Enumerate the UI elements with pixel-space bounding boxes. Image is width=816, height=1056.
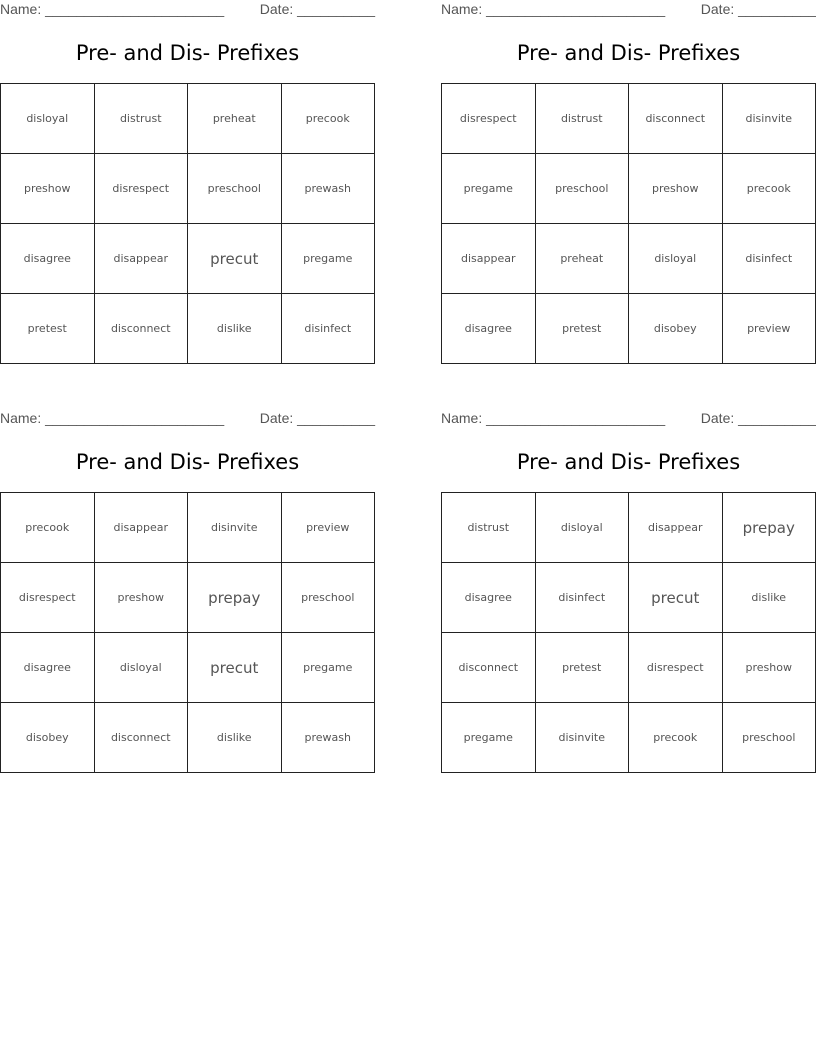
grid-cell: disconnect <box>442 633 536 703</box>
grid-cell: disinfect <box>535 563 629 633</box>
grid-cell: pregame <box>442 154 536 224</box>
grid-row <box>1 154 375 224</box>
grid-cell: disappear <box>94 224 188 294</box>
grid-cell: precut <box>629 563 723 633</box>
grid-cell: disagree <box>442 563 536 633</box>
grid-cell: precook <box>629 703 723 773</box>
grid-cell: prewash <box>281 703 375 773</box>
grid-cell: disinfect <box>281 294 375 364</box>
grid-cell: disagree <box>442 294 536 364</box>
grid-cell: disobey <box>1 703 95 773</box>
grid-cell: disconnect <box>94 294 188 364</box>
grid-row <box>1 563 375 633</box>
grid-cell: precook <box>722 154 816 224</box>
grid-cell: preview <box>722 294 816 364</box>
card-header <box>0 410 375 430</box>
grid-cell: pregame <box>442 703 536 773</box>
grid-cell: disconnect <box>629 84 723 154</box>
grid-cell: disloyal <box>535 493 629 563</box>
grid-row <box>442 224 816 294</box>
grid-cell: prepay <box>722 493 816 563</box>
grid-cell: preschool <box>281 563 375 633</box>
grid-cell: preshow <box>629 154 723 224</box>
card-title: Pre- and Dis- Prefixes <box>75 41 300 65</box>
date-field-label: Date: __________ <box>259 410 375 426</box>
grid-cell: precut <box>188 633 282 703</box>
grid-cell: prewash <box>281 154 375 224</box>
grid-cell: preheat <box>535 224 629 294</box>
grid-cell: disloyal <box>1 84 95 154</box>
grid-row <box>442 154 816 224</box>
grid-cell: disrespect <box>629 633 723 703</box>
card-header <box>0 1 375 21</box>
grid-row <box>442 703 816 773</box>
grid-cell: disobey <box>629 294 723 364</box>
grid-cell: preview <box>281 493 375 563</box>
grid-cell: disappear <box>442 224 536 294</box>
grid-cell: preheat <box>188 84 282 154</box>
word-grid <box>0 83 375 364</box>
grid-cell: disappear <box>629 493 723 563</box>
grid-cell: pregame <box>281 633 375 703</box>
grid-row <box>1 703 375 773</box>
grid-row <box>1 493 375 563</box>
word-grid <box>441 492 816 773</box>
grid-cell: disinfect <box>722 224 816 294</box>
grid-cell: preschool <box>188 154 282 224</box>
grid-cell: distrust <box>535 84 629 154</box>
date-field-label: Date: __________ <box>700 410 816 426</box>
grid-cell: prepay <box>188 563 282 633</box>
grid-cell: disinvite <box>535 703 629 773</box>
grid-cell: disinvite <box>188 493 282 563</box>
grid-row <box>442 633 816 703</box>
name-field-label: Name: _______________________ <box>441 410 666 426</box>
grid-cell: preschool <box>722 703 816 773</box>
grid-cell: precut <box>188 224 282 294</box>
date-field-label: Date: __________ <box>259 1 375 17</box>
grid-cell: precook <box>1 493 95 563</box>
grid-row <box>1 84 375 154</box>
grid-cell: pretest <box>1 294 95 364</box>
grid-cell: preshow <box>94 563 188 633</box>
card-header <box>441 1 816 21</box>
grid-cell: distrust <box>94 84 188 154</box>
grid-row <box>442 493 816 563</box>
grid-cell: dislike <box>188 294 282 364</box>
name-field-label: Name: _______________________ <box>0 410 225 426</box>
grid-row <box>1 224 375 294</box>
grid-cell: preschool <box>535 154 629 224</box>
name-field-label: Name: _______________________ <box>0 1 225 17</box>
word-grid <box>0 492 375 773</box>
grid-cell: pretest <box>535 294 629 364</box>
grid-cell: disconnect <box>94 703 188 773</box>
word-grid <box>441 83 816 364</box>
grid-cell: disinvite <box>722 84 816 154</box>
grid-cell: pregame <box>281 224 375 294</box>
grid-cell: pretest <box>535 633 629 703</box>
grid-cell: disloyal <box>94 633 188 703</box>
grid-cell: dislike <box>722 563 816 633</box>
grid-cell: dislike <box>188 703 282 773</box>
card-header <box>441 410 816 430</box>
name-field-label: Name: _______________________ <box>441 1 666 17</box>
grid-row <box>442 563 816 633</box>
grid-cell: preshow <box>722 633 816 703</box>
card-title: Pre- and Dis- Prefixes <box>75 450 300 474</box>
card-title: Pre- and Dis- Prefixes <box>516 41 741 65</box>
grid-cell: disagree <box>1 224 95 294</box>
grid-cell: disrespect <box>94 154 188 224</box>
card-title: Pre- and Dis- Prefixes <box>516 450 741 474</box>
grid-cell: preshow <box>1 154 95 224</box>
grid-cell: disrespect <box>442 84 536 154</box>
grid-cell: disrespect <box>1 563 95 633</box>
grid-row <box>1 633 375 703</box>
grid-row <box>1 294 375 364</box>
date-field-label: Date: __________ <box>700 1 816 17</box>
grid-cell: distrust <box>442 493 536 563</box>
grid-row <box>442 84 816 154</box>
grid-cell: disappear <box>94 493 188 563</box>
grid-cell: precook <box>281 84 375 154</box>
grid-row <box>442 294 816 364</box>
grid-cell: disloyal <box>629 224 723 294</box>
grid-cell: disagree <box>1 633 95 703</box>
